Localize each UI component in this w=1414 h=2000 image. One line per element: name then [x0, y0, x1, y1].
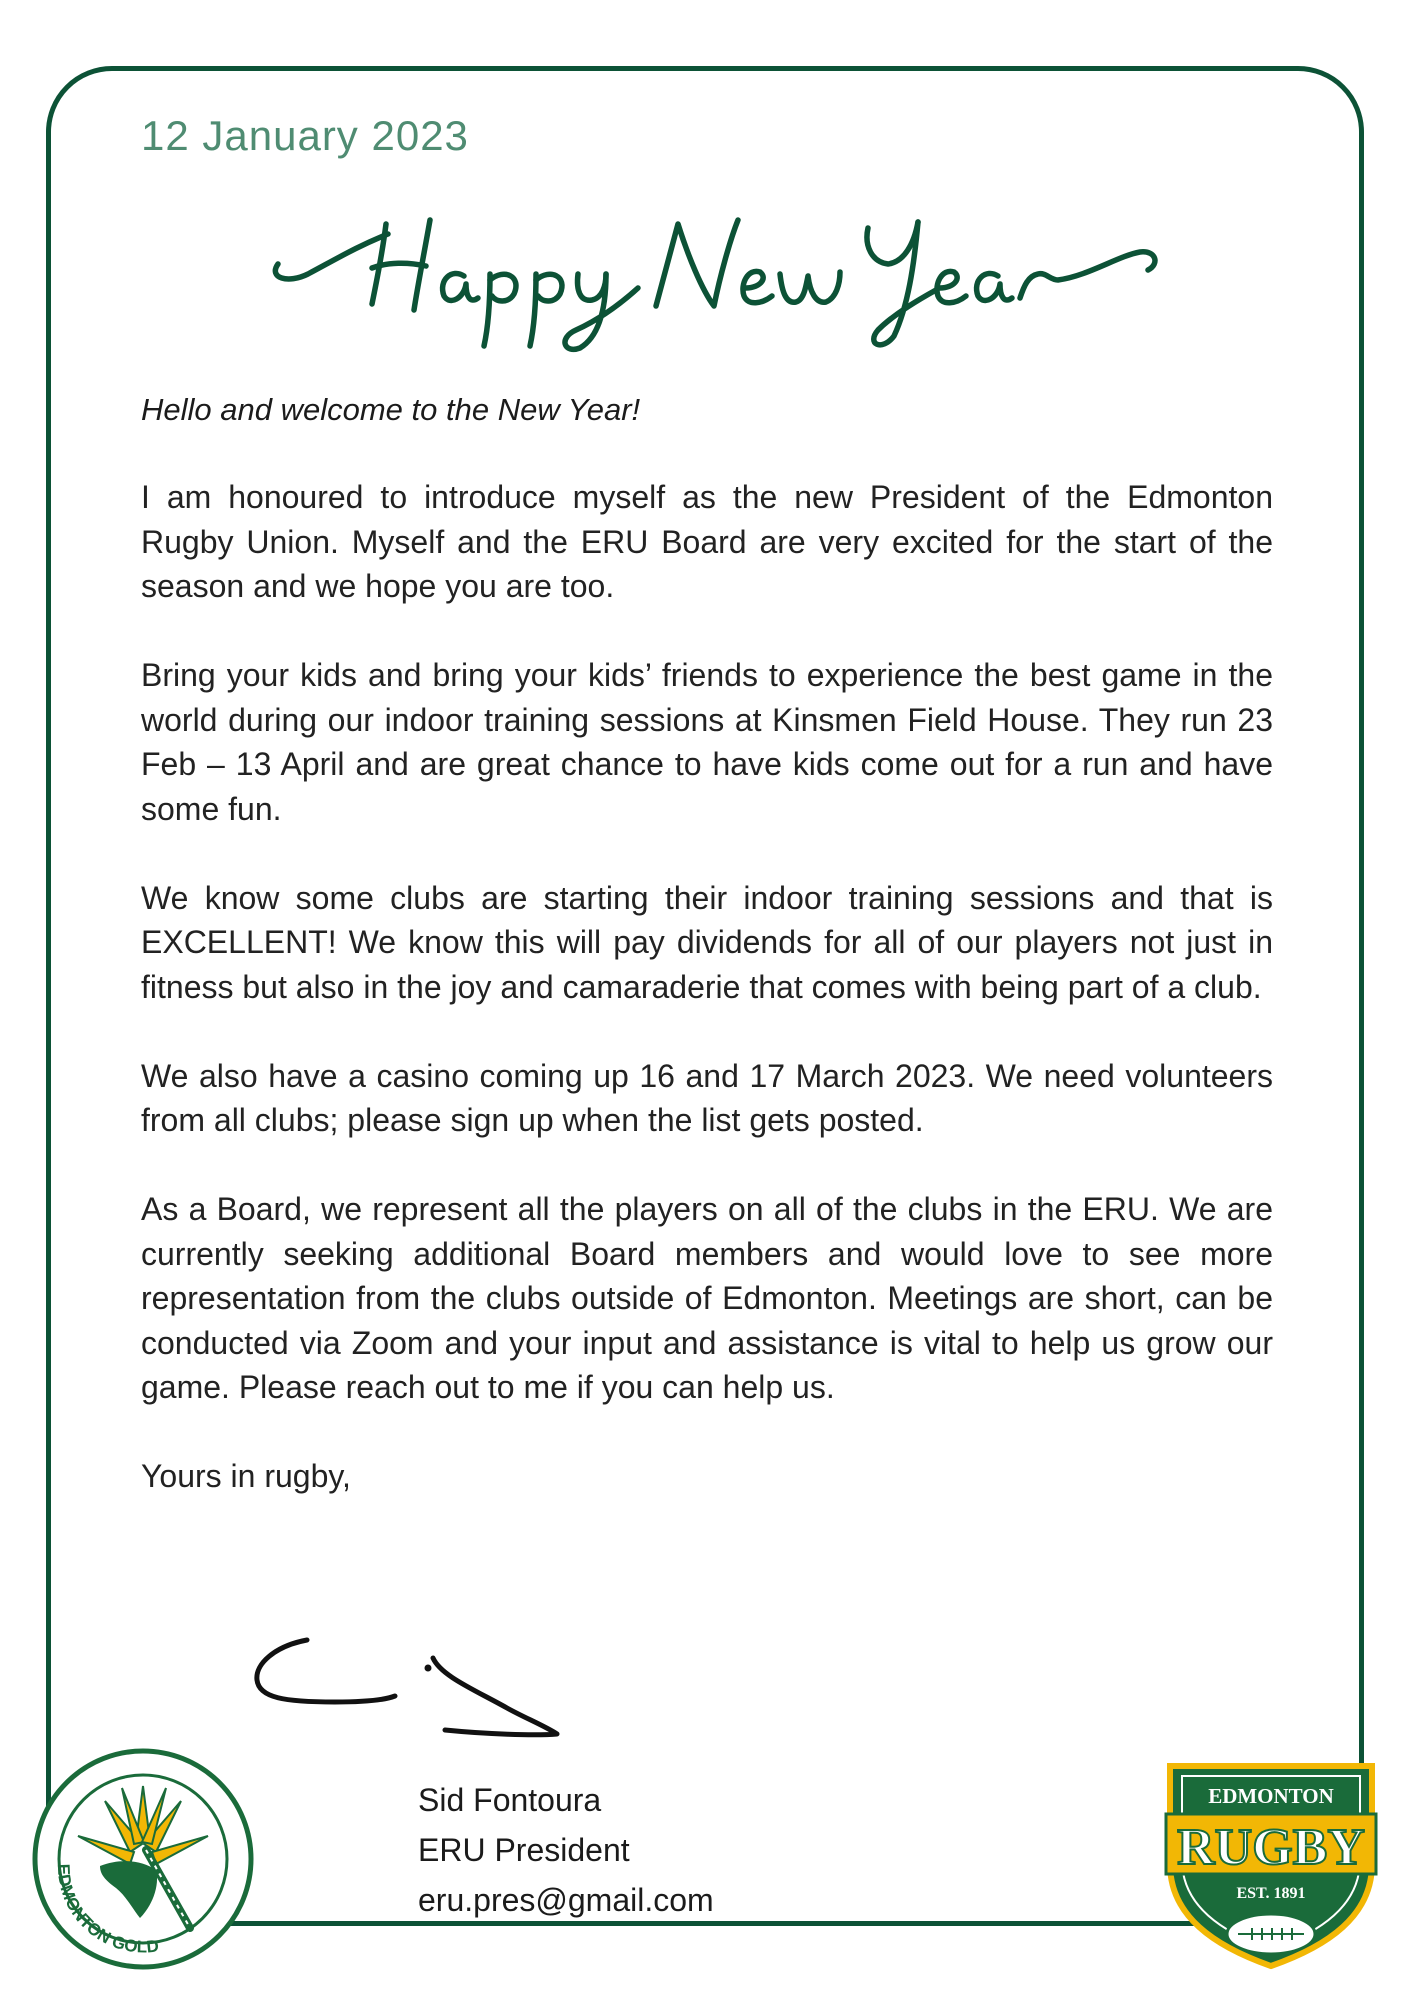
letter-date: 12 January 2023 — [141, 112, 469, 159]
signer-title: ERU President — [418, 1832, 630, 1868]
happy-new-year-headline — [268, 206, 1168, 356]
closing: Yours in rugby, — [141, 1458, 351, 1494]
svg-text:Happy New Year: Happy New Year — [268, 206, 276, 207]
signer-name: Sid Fontoura — [418, 1782, 602, 1818]
edmonton-rugby-shield-logo — [1158, 1746, 1384, 1972]
edmonton-gold-logo — [30, 1746, 256, 1972]
eru-logo-est-text: EST. 1891 — [1236, 1885, 1306, 1902]
eru-logo-main-text: RUGBY — [1177, 1819, 1365, 1876]
edmonton-gold-logo-text: EDMONTON GOLD — [53, 1863, 160, 1957]
paragraph: As a Board, we represent all the players on all of the clubs in the ERU. We are currently seeking additional Board members and would love to see more representation from the clubs outside of Edmonton. Meetings are short, can be conducted via Zoom and your input and assistance is vital to help us grow our game. Please reach out to me if you can help us. — [141, 1191, 1273, 1405]
paragraph: We also have a casino coming up 16 and 17 March 2023. We need volunteers from all clubs; please sign up when the list gets posted. — [141, 1057, 1273, 1138]
eru-logo-top-text: EDMONTON — [1208, 1784, 1334, 1808]
letter-body — [141, 475, 1273, 1543]
paragraph: Bring your kids and bring your kids’ friends to experience the best game in the world during our indoor training sessions at Kinsmen Field House. They run 23 Feb – 13 April and are great chance to have kids come out for a run and have some fun. — [141, 657, 1273, 827]
signer-email[interactable]: eru.pres@gmail.com — [418, 1882, 714, 1918]
handwritten-signature — [245, 1630, 585, 1760]
greeting: Hello and welcome to the New Year! — [141, 392, 641, 427]
paragraph: We know some clubs are starting their indoor training sessions and that is EXCELLENT! We know this will pay dividends for all of our players not just in fitness but also in the joy and camaraderie that comes with being part of a club. — [141, 879, 1273, 1005]
signature-block — [418, 1775, 714, 1925]
paragraph: I am honoured to introduce myself as the new President of the Edmonton Rugby Union. Myself and the ERU Board are very excited for the start of the season and we hope you are too. — [141, 479, 1273, 604]
